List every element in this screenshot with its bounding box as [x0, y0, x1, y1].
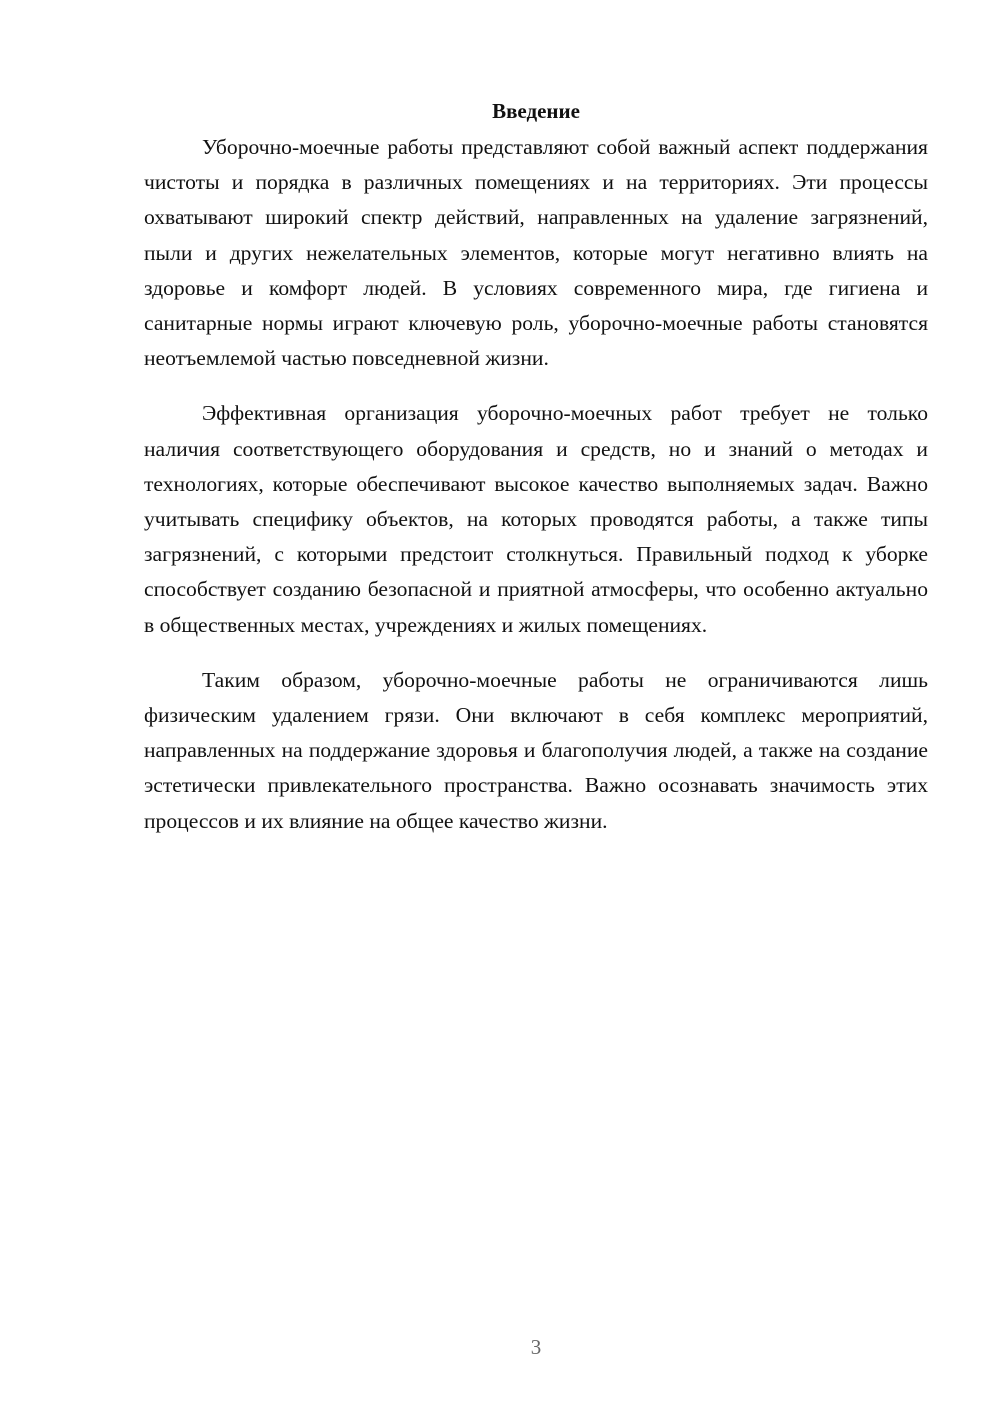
paragraph-3: Таким образом, уборочно-моечные работы не ограничиваются лишь физическим удалением грязи. Они включают в себя комплекс мероприятий, направленных на поддержание здоровья и благополучия людей, а также на создание эстетически привлекательного пространства. Важно осознавать значимость этих процессов и их влияние на общее качество жизни.: [144, 667, 928, 833]
page-number: 3: [530, 1335, 542, 1359]
page-content: [144, 94, 928, 859]
section-heading: Введение: [492, 99, 580, 123]
paragraph-2: Эффективная организация уборочно-моечных работ требует не только наличия соответствующего оборудования и средств, но и знаний о методах и технологиях, которые обеспечивают высокое качество выполняемых задач. Важно учитывать специфику объектов, на которых проводятся работы, а также типы загрязнений, с которыми предстоит столкнуться. Правильный подход к уборке способствует созданию безопасной и приятной атмосферы, что особенно актуально в общественных местах, учреждениях и жилых помещениях.: [144, 401, 928, 637]
paragraph-1: Уборочно-моечные работы представляют собой важный аспект поддержания чистоты и порядка в различных помещениях и на территориях. Эти процессы охватывают широкий спектр действий, направленных на удаление загрязнений, пыли и других нежелательных элементов, которые могут негативно влиять на здоровье и комфорт людей. В условиях современного мира, где гигиена и санитарные нормы играют ключевую роль, уборочно-моечные работы становятся неотъемлемой частью повседневной жизни.: [144, 135, 928, 371]
